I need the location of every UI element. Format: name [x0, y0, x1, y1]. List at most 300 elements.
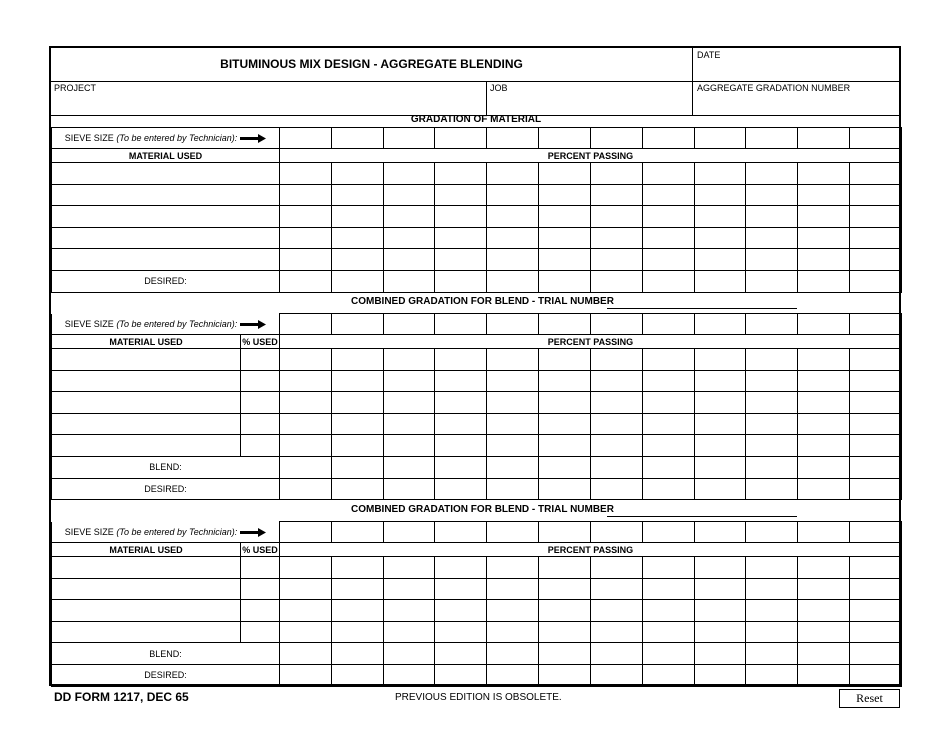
desired-value-input[interactable]	[850, 671, 901, 681]
percent-passing-input[interactable]	[798, 606, 849, 616]
material-input[interactable]	[52, 398, 240, 408]
percent-passing-input[interactable]	[798, 256, 849, 266]
percent-passing-input[interactable]	[695, 606, 746, 616]
percent-passing-input[interactable]	[643, 377, 694, 387]
percent-passing-input[interactable]	[798, 234, 849, 244]
percent-passing-input[interactable]	[280, 585, 331, 595]
percent-passing-input[interactable]	[384, 234, 435, 244]
desired-value-input[interactable]	[643, 485, 694, 495]
percent-passing-input[interactable]	[384, 355, 435, 365]
percent-passing-input[interactable]	[384, 212, 435, 222]
percent-passing-input[interactable]	[643, 256, 694, 266]
percent-passing-input[interactable]	[591, 377, 642, 387]
sieve-size-input[interactable]	[539, 528, 590, 538]
material-input[interactable]	[52, 191, 279, 201]
material-input[interactable]	[52, 355, 240, 365]
sieve-size-input[interactable]	[695, 528, 746, 538]
percent-passing-input[interactable]	[539, 377, 590, 387]
percent-passing-input[interactable]	[746, 256, 797, 266]
percent-passing-input[interactable]	[332, 606, 383, 616]
percent-passing-input[interactable]	[798, 585, 849, 595]
percent-passing-input[interactable]	[591, 256, 642, 266]
sieve-size-input[interactable]	[435, 134, 486, 144]
project-input[interactable]	[52, 94, 484, 113]
percent-passing-input[interactable]	[384, 606, 435, 616]
percent-passing-input[interactable]	[280, 420, 331, 430]
sieve-size-input[interactable]	[435, 528, 486, 538]
percent-passing-input[interactable]	[643, 606, 694, 616]
percent-passing-input[interactable]	[487, 212, 538, 222]
percent-passing-input[interactable]	[435, 169, 486, 179]
percent-passing-input[interactable]	[332, 377, 383, 387]
sieve-size-input[interactable]	[280, 134, 331, 144]
percent-passing-input[interactable]	[280, 606, 331, 616]
percent-passing-input[interactable]	[487, 563, 538, 573]
sieve-size-input[interactable]	[332, 134, 383, 144]
sieve-size-input[interactable]	[695, 134, 746, 144]
material-input[interactable]	[52, 420, 240, 430]
blend-value-input[interactable]	[332, 650, 383, 660]
percent-passing-input[interactable]	[850, 606, 901, 616]
blend-value-input[interactable]	[695, 650, 746, 660]
percent-passing-input[interactable]	[539, 442, 590, 452]
material-input[interactable]	[52, 563, 240, 573]
desired-value-input[interactable]	[798, 671, 849, 681]
percent-passing-input[interactable]	[384, 169, 435, 179]
percent-passing-input[interactable]	[591, 191, 642, 201]
percent-passing-input[interactable]	[435, 377, 486, 387]
material-input[interactable]	[52, 256, 279, 266]
desired-value-input[interactable]	[643, 671, 694, 681]
percent-passing-input[interactable]	[643, 563, 694, 573]
sieve-size-input[interactable]	[591, 528, 642, 538]
desired-value-input[interactable]	[280, 671, 331, 681]
desired-value-input[interactable]	[435, 485, 486, 495]
blend-value-input[interactable]	[280, 463, 331, 473]
desired-value-input[interactable]	[850, 485, 901, 495]
desired-value-input[interactable]	[746, 277, 797, 287]
percent-passing-input[interactable]	[746, 398, 797, 408]
sieve-size-input[interactable]	[280, 320, 331, 330]
sieve-size-input[interactable]	[539, 134, 590, 144]
desired-value-input[interactable]	[384, 671, 435, 681]
desired-value-input[interactable]	[591, 485, 642, 495]
percent-passing-input[interactable]	[850, 212, 901, 222]
percent-passing-input[interactable]	[695, 234, 746, 244]
percent-passing-input[interactable]	[487, 234, 538, 244]
percent-passing-input[interactable]	[487, 606, 538, 616]
desired-value-input[interactable]	[332, 485, 383, 495]
sieve-size-input[interactable]	[384, 528, 435, 538]
blend-value-input[interactable]	[798, 463, 849, 473]
percent-passing-input[interactable]	[487, 355, 538, 365]
percent-passing-header: PERCENT PASSING	[547, 544, 634, 555]
percent-passing-input[interactable]	[746, 355, 797, 365]
percent-passing-input[interactable]	[280, 191, 331, 201]
percent-passing-input[interactable]	[487, 398, 538, 408]
percent-passing-input[interactable]	[695, 169, 746, 179]
percent-passing-input[interactable]	[435, 234, 486, 244]
percent-passing-input[interactable]	[850, 355, 901, 365]
desired-value-input[interactable]	[539, 277, 590, 287]
percent-passing-input[interactable]	[487, 628, 538, 638]
job-input[interactable]	[488, 94, 690, 113]
percent-passing-input[interactable]	[332, 585, 383, 595]
percent-passing-input[interactable]	[332, 169, 383, 179]
percent-passing-input[interactable]	[695, 442, 746, 452]
percent-passing-input[interactable]	[591, 212, 642, 222]
percent-passing-input[interactable]	[746, 585, 797, 595]
percent-passing-input[interactable]	[280, 398, 331, 408]
percent-passing-input[interactable]	[746, 563, 797, 573]
desired-value-input[interactable]	[332, 277, 383, 287]
percent-passing-input[interactable]	[539, 355, 590, 365]
desired-value-input[interactable]	[850, 277, 901, 287]
percent-passing-input[interactable]	[539, 420, 590, 430]
percent-passing-input[interactable]	[384, 442, 435, 452]
percent-passing-input[interactable]	[643, 628, 694, 638]
percent-passing-input[interactable]	[746, 420, 797, 430]
percent-passing-input[interactable]	[695, 256, 746, 266]
blend-value-input[interactable]	[384, 463, 435, 473]
percent-passing-input[interactable]	[384, 398, 435, 408]
material-input[interactable]	[52, 169, 279, 179]
percent-passing-input[interactable]	[487, 191, 538, 201]
desired-value-input[interactable]	[487, 277, 538, 287]
desired-value-input[interactable]	[695, 671, 746, 681]
percent-passing-input[interactable]	[643, 442, 694, 452]
percent-passing-input[interactable]	[850, 169, 901, 179]
blend-value-input[interactable]	[487, 650, 538, 660]
sieve-size-input[interactable]	[798, 528, 849, 538]
sieve-size-input[interactable]	[643, 134, 694, 144]
blend-value-input[interactable]	[332, 463, 383, 473]
blend-value-input[interactable]	[591, 650, 642, 660]
blend-value-input[interactable]	[746, 650, 797, 660]
percent-passing-input[interactable]	[850, 442, 901, 452]
sieve-size-input[interactable]	[384, 320, 435, 330]
pct-used-input[interactable]	[241, 420, 279, 430]
percent-passing-input[interactable]	[332, 191, 383, 201]
percent-passing-input[interactable]	[591, 398, 642, 408]
sieve-size-input[interactable]	[435, 320, 486, 330]
percent-passing-input[interactable]	[539, 563, 590, 573]
material-used-header: MATERIAL USED	[128, 150, 203, 161]
percent-passing-input[interactable]	[539, 169, 590, 179]
percent-passing-input[interactable]	[384, 377, 435, 387]
percent-passing-input[interactable]	[798, 628, 849, 638]
sieve-size-input[interactable]	[487, 320, 538, 330]
percent-passing-input[interactable]	[798, 169, 849, 179]
section3-heading: COMBINED GRADATION FOR BLEND - TRIAL NUMBER	[351, 504, 614, 515]
desired-value-input[interactable]	[384, 485, 435, 495]
percent-passing-input[interactable]	[332, 628, 383, 638]
percent-passing-input[interactable]	[695, 420, 746, 430]
sieve-size-input[interactable]	[539, 320, 590, 330]
trial-number-input[interactable]	[607, 294, 797, 309]
percent-passing-input[interactable]	[435, 191, 486, 201]
percent-passing-input[interactable]	[591, 585, 642, 595]
sieve-size-hint: (To be entered by Technician):	[116, 132, 238, 143]
percent-passing-input[interactable]	[280, 628, 331, 638]
blend-value-input[interactable]	[643, 650, 694, 660]
sieve-size-input[interactable]	[746, 528, 797, 538]
material-input[interactable]	[52, 234, 279, 244]
aggregate-gradation-input[interactable]	[694, 94, 899, 113]
percent-passing-input[interactable]	[435, 420, 486, 430]
percent-passing-input[interactable]	[487, 256, 538, 266]
pct-used-input[interactable]	[241, 355, 279, 365]
material-input[interactable]	[52, 585, 240, 595]
blend-value-input[interactable]	[695, 463, 746, 473]
desired-value-input[interactable]	[539, 671, 590, 681]
percent-passing-input[interactable]	[280, 169, 331, 179]
percent-passing-input[interactable]	[435, 442, 486, 452]
blend-value-input[interactable]	[435, 650, 486, 660]
percent-passing-input[interactable]	[746, 191, 797, 201]
material-input[interactable]	[52, 606, 240, 616]
percent-passing-input[interactable]	[539, 256, 590, 266]
percent-passing-input[interactable]	[384, 628, 435, 638]
percent-passing-input[interactable]	[332, 420, 383, 430]
percent-passing-input[interactable]	[539, 606, 590, 616]
percent-passing-input[interactable]	[332, 398, 383, 408]
blend-value-input[interactable]	[280, 650, 331, 660]
percent-passing-input[interactable]	[280, 377, 331, 387]
percent-passing-input[interactable]	[695, 377, 746, 387]
percent-passing-input[interactable]	[435, 398, 486, 408]
percent-passing-input[interactable]	[487, 442, 538, 452]
sieve-size-input[interactable]	[798, 134, 849, 144]
blend-value-input[interactable]	[746, 463, 797, 473]
desired-value-input[interactable]	[798, 277, 849, 287]
pct-used-input[interactable]	[241, 628, 279, 638]
percent-passing-input[interactable]	[591, 628, 642, 638]
blend-value-input[interactable]	[643, 463, 694, 473]
desired-value-input[interactable]	[643, 277, 694, 287]
percent-passing-input[interactable]	[643, 355, 694, 365]
material-input[interactable]	[52, 628, 240, 638]
sieve-size-input[interactable]	[591, 134, 642, 144]
percent-passing-input[interactable]	[695, 212, 746, 222]
percent-passing-input[interactable]	[487, 585, 538, 595]
percent-passing-input[interactable]	[332, 442, 383, 452]
percent-passing-input[interactable]	[591, 169, 642, 179]
percent-passing-input[interactable]	[798, 398, 849, 408]
percent-passing-input[interactable]	[850, 377, 901, 387]
sieve-size-input[interactable]	[384, 134, 435, 144]
percent-passing-input[interactable]	[384, 256, 435, 266]
percent-passing-input[interactable]	[798, 563, 849, 573]
desired-value-input[interactable]	[435, 277, 486, 287]
percent-passing-input[interactable]	[746, 212, 797, 222]
pct-used-input[interactable]	[241, 606, 279, 616]
date-input[interactable]	[694, 61, 899, 80]
percent-passing-input[interactable]	[487, 377, 538, 387]
percent-passing-input[interactable]	[280, 442, 331, 452]
blend-value-input[interactable]	[539, 650, 590, 660]
blend-value-input[interactable]	[798, 650, 849, 660]
percent-passing-input[interactable]	[643, 398, 694, 408]
blend-value-input[interactable]	[487, 463, 538, 473]
percent-passing-input[interactable]	[695, 355, 746, 365]
percent-passing-input[interactable]	[850, 563, 901, 573]
percent-passing-input[interactable]	[695, 563, 746, 573]
percent-passing-input[interactable]	[435, 355, 486, 365]
sieve-size-input[interactable]	[591, 320, 642, 330]
percent-passing-input[interactable]	[746, 234, 797, 244]
percent-passing-input[interactable]	[591, 606, 642, 616]
pct-used-input[interactable]	[241, 563, 279, 573]
percent-passing-input[interactable]	[539, 628, 590, 638]
percent-passing-input[interactable]	[280, 355, 331, 365]
percent-passing-input[interactable]	[798, 420, 849, 430]
percent-passing-input[interactable]	[798, 442, 849, 452]
percent-passing-input[interactable]	[591, 442, 642, 452]
percent-passing-input[interactable]	[280, 563, 331, 573]
sieve-size-input[interactable]	[487, 134, 538, 144]
desired-value-input[interactable]	[695, 277, 746, 287]
percent-passing-input[interactable]	[280, 234, 331, 244]
desired-value-input[interactable]	[280, 485, 331, 495]
percent-passing-input[interactable]	[539, 234, 590, 244]
percent-passing-input[interactable]	[643, 169, 694, 179]
percent-passing-input[interactable]	[332, 234, 383, 244]
percent-passing-input[interactable]	[643, 212, 694, 222]
percent-passing-input[interactable]	[850, 585, 901, 595]
percent-passing-input[interactable]	[591, 420, 642, 430]
percent-passing-input[interactable]	[798, 377, 849, 387]
desired-value-input[interactable]	[798, 485, 849, 495]
pct-used-input[interactable]	[241, 377, 279, 387]
percent-passing-input[interactable]	[850, 191, 901, 201]
sieve-size-input[interactable]	[643, 320, 694, 330]
percent-passing-input[interactable]	[332, 212, 383, 222]
sieve-size-input[interactable]	[643, 528, 694, 538]
blend-value-input[interactable]	[384, 650, 435, 660]
percent-passing-input[interactable]	[539, 585, 590, 595]
percent-passing-input[interactable]	[798, 191, 849, 201]
percent-passing-input[interactable]	[850, 256, 901, 266]
percent-passing-input[interactable]	[695, 398, 746, 408]
desired-value-input[interactable]	[539, 485, 590, 495]
sieve-size-input[interactable]	[487, 528, 538, 538]
percent-passing-input[interactable]	[850, 628, 901, 638]
sieve-size-input[interactable]	[850, 528, 901, 538]
sieve-size-input[interactable]	[850, 320, 901, 330]
percent-passing-input[interactable]	[539, 398, 590, 408]
desired-value-input[interactable]	[591, 671, 642, 681]
sieve-size-input[interactable]	[850, 134, 901, 144]
sieve-size-input[interactable]	[280, 528, 331, 538]
percent-passing-input[interactable]	[643, 420, 694, 430]
percent-passing-input[interactable]	[280, 256, 331, 266]
percent-passing-input[interactable]	[746, 442, 797, 452]
blend-value-input[interactable]	[435, 463, 486, 473]
percent-passing-input[interactable]	[332, 256, 383, 266]
blend-value-input[interactable]	[850, 463, 901, 473]
desired-value-input[interactable]	[746, 671, 797, 681]
percent-passing-input[interactable]	[695, 585, 746, 595]
sieve-size-input[interactable]	[798, 320, 849, 330]
percent-passing-input[interactable]	[591, 355, 642, 365]
percent-passing-input[interactable]	[384, 585, 435, 595]
sieve-size-input[interactable]	[332, 320, 383, 330]
desired-value-input[interactable]	[435, 671, 486, 681]
percent-passing-input[interactable]	[798, 212, 849, 222]
percent-passing-input[interactable]	[435, 563, 486, 573]
percent-passing-input[interactable]	[280, 212, 331, 222]
sieve-size-input[interactable]	[746, 320, 797, 330]
percent-passing-input[interactable]	[435, 628, 486, 638]
blend-value-input[interactable]	[850, 650, 901, 660]
desired-value-input[interactable]	[487, 485, 538, 495]
percent-passing-input[interactable]	[487, 169, 538, 179]
desired-value-input[interactable]	[280, 277, 331, 287]
percent-passing-input[interactable]	[435, 256, 486, 266]
percent-passing-input[interactable]	[746, 628, 797, 638]
material-input[interactable]	[52, 212, 279, 222]
percent-passing-input[interactable]	[850, 398, 901, 408]
table-row	[52, 456, 902, 478]
pct-used-input[interactable]	[241, 585, 279, 595]
percent-passing-input[interactable]	[384, 563, 435, 573]
pct-used-input[interactable]	[241, 442, 279, 452]
blend-value-input[interactable]	[539, 463, 590, 473]
trial-number-input[interactable]	[607, 502, 797, 517]
percent-passing-input[interactable]	[435, 606, 486, 616]
percent-passing-input[interactable]	[746, 377, 797, 387]
percent-passing-input[interactable]	[591, 234, 642, 244]
desired-value-input[interactable]	[332, 671, 383, 681]
percent-passing-input[interactable]	[643, 234, 694, 244]
percent-passing-input[interactable]	[643, 585, 694, 595]
table-row	[52, 643, 902, 665]
percent-passing-input[interactable]	[332, 355, 383, 365]
pct-used-input[interactable]	[241, 398, 279, 408]
material-input[interactable]	[52, 442, 240, 452]
desired-value-input[interactable]	[384, 277, 435, 287]
percent-passing-input[interactable]	[695, 628, 746, 638]
percent-passing-input[interactable]	[695, 191, 746, 201]
reset-button[interactable]: Reset	[839, 689, 900, 708]
percent-passing-input[interactable]	[435, 212, 486, 222]
percent-passing-input[interactable]	[539, 212, 590, 222]
desired-value-input[interactable]	[746, 485, 797, 495]
percent-passing-input[interactable]	[332, 563, 383, 573]
percent-passing-input[interactable]	[643, 191, 694, 201]
percent-passing-input[interactable]	[384, 420, 435, 430]
desired-value-input[interactable]	[591, 277, 642, 287]
sieve-size-input[interactable]	[695, 320, 746, 330]
percent-passing-input[interactable]	[850, 234, 901, 244]
percent-passing-input[interactable]	[591, 563, 642, 573]
desired-value-input[interactable]	[487, 671, 538, 681]
sieve-size-input[interactable]	[332, 528, 383, 538]
percent-passing-input[interactable]	[850, 420, 901, 430]
percent-passing-input[interactable]	[746, 169, 797, 179]
percent-passing-input[interactable]	[487, 420, 538, 430]
percent-passing-input[interactable]	[384, 191, 435, 201]
percent-passing-input[interactable]	[435, 585, 486, 595]
percent-passing-input[interactable]	[539, 191, 590, 201]
blend-value-input[interactable]	[591, 463, 642, 473]
material-input[interactable]	[52, 377, 240, 387]
sieve-size-input[interactable]	[746, 134, 797, 144]
percent-passing-input[interactable]	[746, 606, 797, 616]
percent-passing-input[interactable]	[798, 355, 849, 365]
desired-value-input[interactable]	[695, 485, 746, 495]
